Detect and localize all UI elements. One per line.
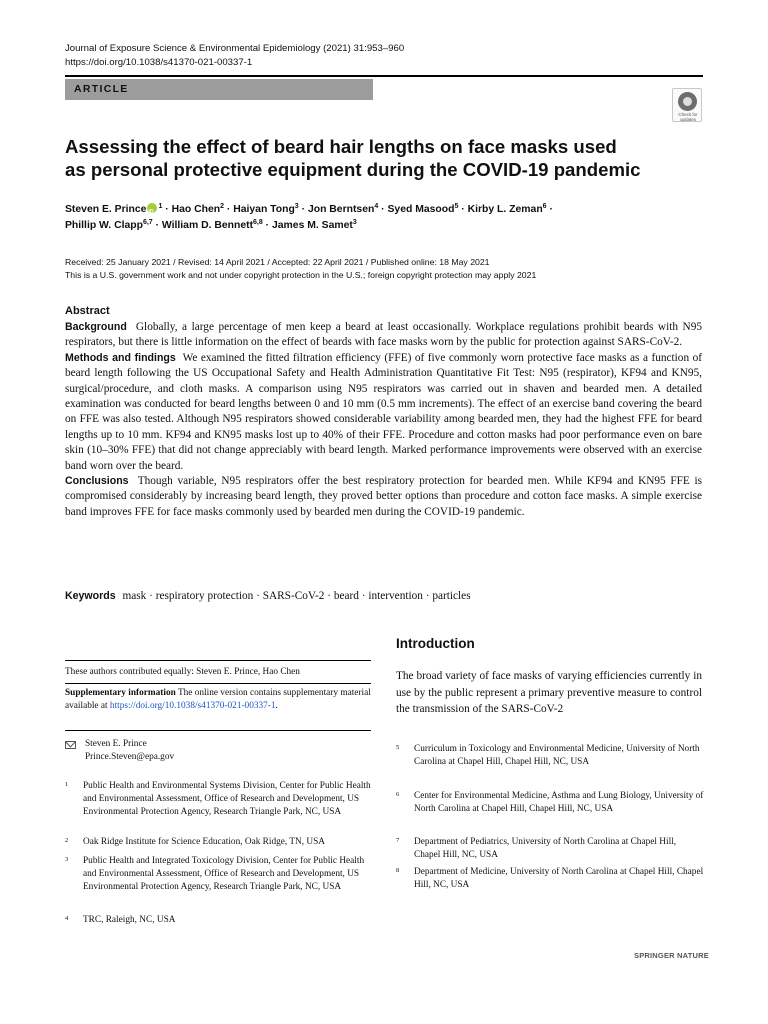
abstract-body bbox=[65, 320, 702, 520]
affiliation-number: 7 bbox=[396, 837, 400, 844]
affiliation-text: Public Health and Environmental Systems Division, Center for Public Health and Environmental Assessment, Office of Research and Development, US Environmental Protection Agency, Research Triangle Park, NC, USA bbox=[83, 781, 371, 818]
orcid-icon[interactable] bbox=[147, 203, 157, 213]
copyright-notice: This is a U.S. government work and not under copyright protection in the U.S.; foreign copyright protection may apply 2021 bbox=[65, 270, 537, 280]
correspondence-name: Steven E. Prince bbox=[85, 739, 147, 749]
author-name[interactable]: Haiyan Tong bbox=[233, 204, 295, 215]
keywords-label: Keywords bbox=[65, 590, 116, 602]
affiliation-number: 2 bbox=[65, 837, 69, 844]
introduction-text: The broad variety of face masks of varying efficiencies currently in use by the public represent a primary preventive measure to control the transmission of the SARS-CoV-2 bbox=[396, 670, 702, 715]
affiliation-number: 6 bbox=[396, 791, 400, 798]
affiliation-number: 1 bbox=[65, 781, 69, 788]
supplementary-end: . bbox=[275, 701, 278, 712]
conclusions-text: Though variable, N95 respirators offer the best respiratory protection for bearded men. While KF94 and KN95 FFE is compromised considerably by increasing beard length, they proved better options than procedure and cotton face masks. A simple exercise band improves FFE for face masks commonly used by bearded men during the COVID-19 pandemic. bbox=[65, 475, 702, 518]
author-affil: 2 bbox=[220, 203, 224, 210]
keywords bbox=[65, 589, 702, 604]
author-name[interactable]: Phillip W. Clapp bbox=[65, 220, 143, 231]
history-dates: Received: 25 January 2021 / Revised: 14 April 2021 / Accepted: 22 April 2021 / Published online: 18 May 2021 bbox=[65, 257, 490, 267]
abstract-background bbox=[65, 320, 702, 351]
author-affil: 3 bbox=[294, 203, 299, 210]
affiliation-text: Oak Ridge Institute for Science Education, Oak Ridge, TN, USA bbox=[83, 837, 326, 847]
affiliation-text: TRC, Raleigh, NC, USA bbox=[83, 915, 176, 925]
title-line-2: as personal protective equipment during the COVID-19 pandemic bbox=[65, 159, 641, 180]
affiliation-text: Public Health and Integrated Toxicology Division, Center for Public Health and Environmental Assessment, Office of Research and Development, US Environmental Protection Agency, Research Triangle Park, NC, USA bbox=[83, 856, 365, 893]
methods-label: Methods and findings bbox=[65, 351, 176, 364]
abstract-conclusions bbox=[65, 474, 702, 520]
check-updates-icon bbox=[678, 92, 697, 111]
affiliation-text: Center for Environmental Medicine, Asthma and Lung Biology, University of North Carolina at Chapel Hill, Chapel Hill, NC, USA bbox=[414, 791, 704, 815]
author-affil: 5 bbox=[454, 203, 459, 210]
background-label: Background bbox=[65, 321, 127, 333]
footnote-rule bbox=[65, 660, 371, 661]
author-affil: 6,7 bbox=[142, 219, 153, 226]
supplementary-label: Supplementary information bbox=[65, 688, 176, 698]
author-affil: 3 bbox=[352, 219, 357, 226]
background-text: Globally, a large percentage of men keep a beard at least occasionally. Workplace regulations prohibit beards with N95 respirators, but there is little information on the effect of beards with face masks worn by the public for protection against SARS-CoV-2. bbox=[65, 321, 702, 349]
check-for-updates-badge[interactable] bbox=[672, 88, 702, 122]
author-affil: 6 bbox=[542, 203, 547, 210]
keywords-list: mask · respiratory protection · SARS-CoV-2 · beard · intervention · particles bbox=[122, 590, 471, 602]
author-affil: 4 bbox=[374, 203, 379, 210]
title-line-1: Assessing the effect of beard hair lengths on face masks used bbox=[65, 136, 617, 157]
correspondence-email[interactable]: Prince.Steven@epa.gov bbox=[85, 752, 175, 763]
check-updates-label: Check for updates bbox=[678, 112, 698, 122]
author-name[interactable]: William D. Bennett bbox=[161, 220, 254, 231]
author-name[interactable]: Jon Berntsen bbox=[307, 204, 375, 215]
header-rule bbox=[65, 75, 703, 77]
envelope-icon bbox=[65, 741, 76, 749]
publisher-logo: SPRINGER NATURE bbox=[634, 951, 709, 960]
author-name[interactable]: Steven E. Prince bbox=[65, 204, 147, 215]
journal-doi[interactable]: https://doi.org/10.1038/s41370-021-00337-1 bbox=[65, 57, 253, 68]
paper-title bbox=[65, 135, 705, 181]
affiliation-number: 4 bbox=[65, 915, 69, 922]
affiliation-text: Department of Medicine, University of North Carolina at Chapel Hill, Chapel Hill, NC, USA bbox=[414, 867, 704, 891]
author-name[interactable]: Syed Masood bbox=[387, 204, 455, 215]
author-name[interactable]: James M. Samet bbox=[272, 220, 353, 231]
author-name[interactable]: Kirby L. Zeman bbox=[467, 204, 543, 215]
author-affil: 6,8 bbox=[253, 219, 263, 226]
affiliation-number: 3 bbox=[65, 856, 69, 863]
methods-text: We examined the fitted filtration efficiency (FFE) of five commonly worn protective face masks as a function of beard length following the US Occupational Safety and Health Administration Quantitative Fit Test: N95 (respirator), KF94 and KN95, surgical/procedure, and cloth masks. A comparison using N95 respirators was carried out in shaven and bearded men. A detailed examination was conducted for beard lengths between 0 and 10 mm (0.5 mm increments). The effect of an exercise band covering the beard on FFE was also tested. Although N95 respirators showed considerable variability among bearded men, they had the highest FFE for beard lengths up to 10 mm. KF94 and KN95 masks lost up to 40% of their FFE. Procedure and cotton masks had poor performance even on bare skin (10–30% FFE) that did not change appreciably with beard length. Marked performance improvements were observed with an exercise band worn over the beard. bbox=[65, 351, 703, 472]
abstract-methods bbox=[65, 351, 702, 474]
affiliation-number: 5 bbox=[396, 744, 400, 751]
author-list: Steven E. PrinceiD $^1$ · Hao Chen$^2$ · Haiyan Tong$^3$ · Jon Berntsen$^4$ · Syed Masood$^5$ · Kirby L. Zeman$^6$ · Phillip W. Clapp$^{6,7}$ · William D. Bennett$^{6,8}$ · James M. Samet$^3$ bbox=[65, 202, 705, 234]
equal-contribution-note: These authors contributed equally: Steven E. Prince, Hao Chen bbox=[65, 667, 300, 677]
affiliation-text: Curriculum in Toxicology and Environmental Medicine, University of North Carolina at Chapel Hill, Chapel Hill, NC, USA bbox=[414, 744, 700, 768]
author-name[interactable]: Hao Chen bbox=[171, 204, 221, 215]
journal-header bbox=[65, 42, 404, 70]
supplementary-text: The online version contains supplementary material available at bbox=[65, 688, 371, 712]
conclusions-label: Conclusions bbox=[65, 475, 129, 488]
supplementary-note bbox=[65, 687, 371, 713]
article-type-label: ARTICLE bbox=[74, 83, 129, 95]
affiliation-number: 8 bbox=[396, 867, 400, 874]
footnote-rule bbox=[65, 730, 371, 731]
supplementary-link[interactable]: https://doi.org/10.1038/s41370-021-00337-1 bbox=[109, 701, 276, 712]
article-type-bar bbox=[65, 79, 373, 100]
abstract-heading: Abstract bbox=[65, 305, 110, 317]
footnote-rule bbox=[65, 683, 371, 684]
journal-citation: Journal of Exposure Science & Environmental Epidemiology (2021) 31:953–960 bbox=[65, 43, 405, 54]
introduction-heading: Introduction bbox=[396, 636, 475, 651]
author-affil: 1 bbox=[158, 203, 163, 210]
affiliation-text: Department of Pediatrics, University of North Carolina at Chapel Hill, Chapel Hill, NC, USA bbox=[414, 837, 677, 861]
publication-dates bbox=[65, 256, 705, 282]
